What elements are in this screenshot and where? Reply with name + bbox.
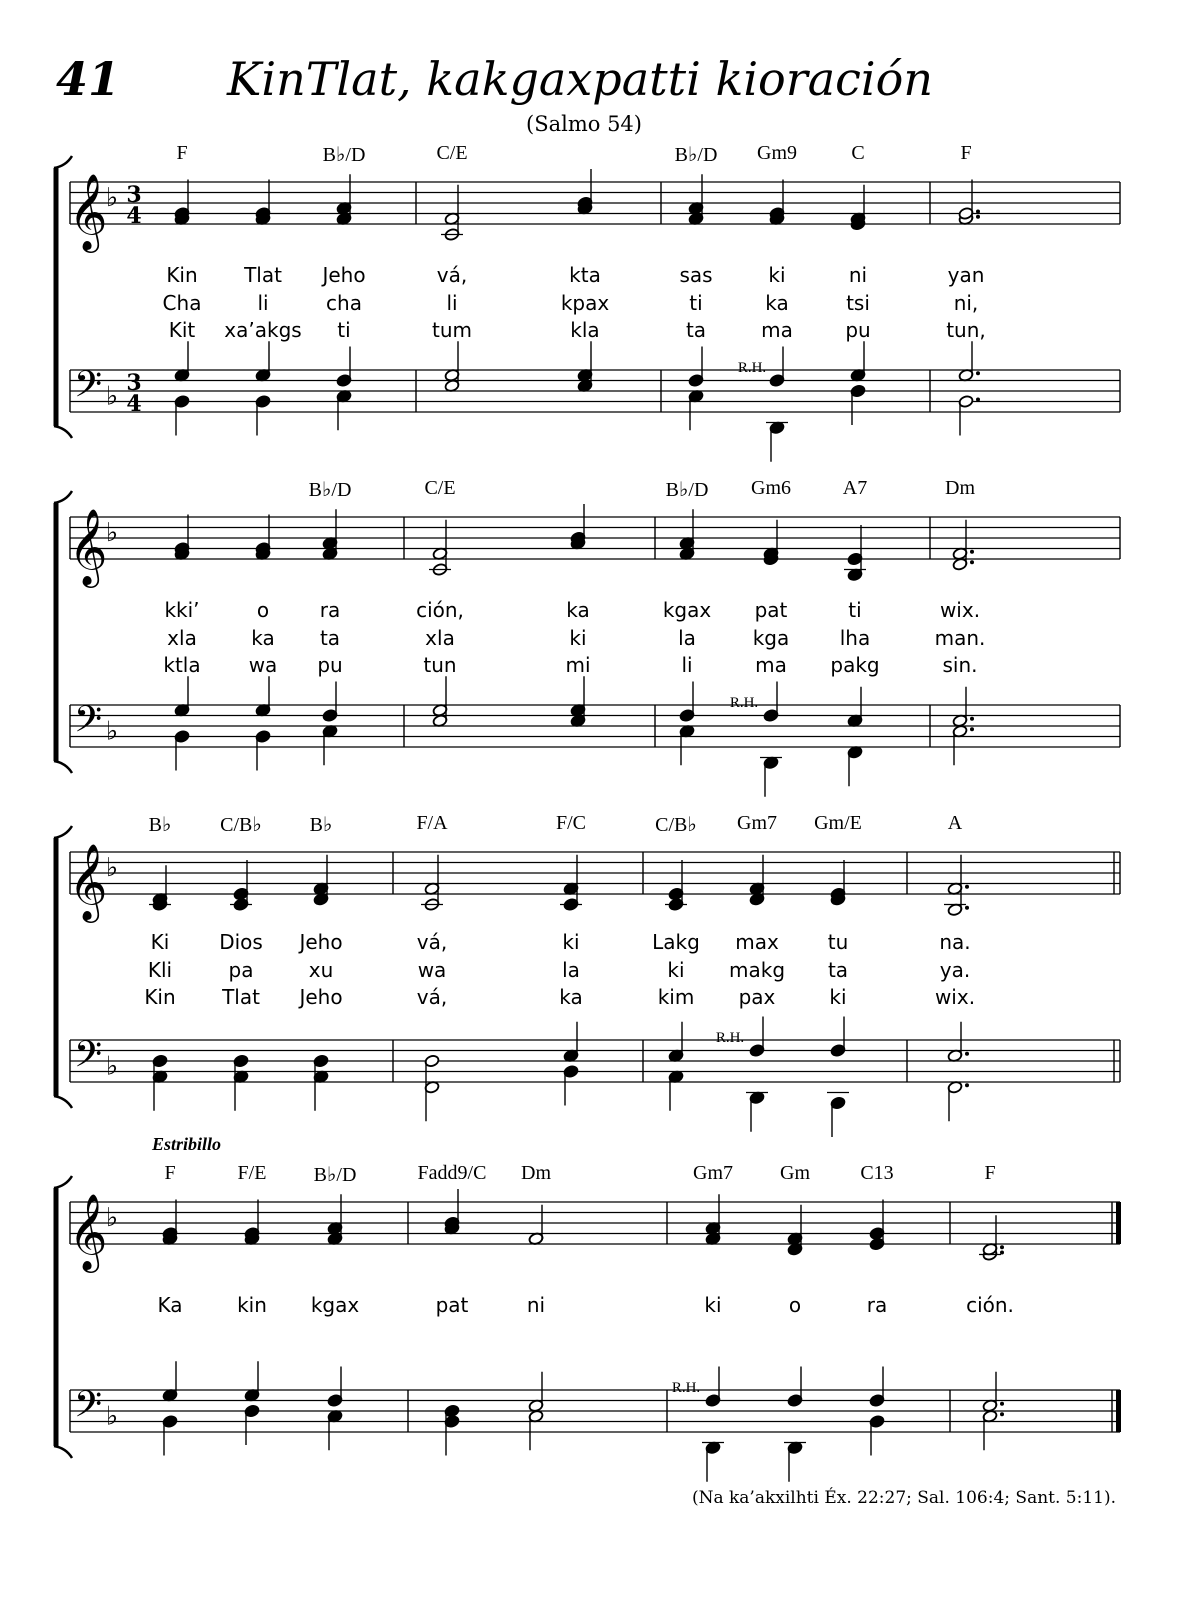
chord-symbol: Gm7 — [693, 1162, 733, 1184]
bracket-hook-top — [54, 826, 72, 838]
lyric-syllable: ka — [559, 985, 583, 1009]
lyric-syllable: Jeho — [322, 263, 366, 287]
lyric-syllable: pat — [754, 598, 788, 622]
time-signature-bottom: 4 — [126, 203, 142, 229]
lyric-syllable: pax — [738, 985, 776, 1009]
bracket-hook-top — [54, 156, 72, 168]
lyric-syllable: Ka — [157, 1293, 183, 1317]
bass-clef-icon: 𝄢 — [73, 1383, 103, 1435]
chord-symbol: F/E — [237, 1162, 267, 1184]
scripture-references: (Na ka’akxilhti Éx. 22:27; Sal. 106:4; Sant. 5:11). — [691, 1488, 1116, 1508]
lyric-syllable: tun, — [946, 318, 986, 342]
chord-symbol: B♭/D — [313, 1164, 357, 1186]
lyric-syllable: kta — [569, 263, 601, 287]
treble-chord-dot — [976, 210, 980, 214]
chord-symbol: F — [164, 1162, 176, 1184]
lyric-syllable: kpax — [560, 291, 610, 315]
lyric-syllable: vá, — [436, 263, 468, 287]
chord-symbol: F — [960, 142, 972, 164]
lyric-syllable: kin — [237, 1293, 267, 1317]
song-subtitle: (Salmo 54) — [526, 112, 642, 136]
chord-symbol: C/E — [436, 142, 468, 164]
chord-symbol: Gm7 — [737, 812, 777, 834]
lyric-syllable: sin. — [942, 653, 978, 677]
lyric-syllable: kim — [657, 985, 695, 1009]
lyric-syllable: ka — [566, 598, 590, 622]
right-hand-marker: R.H. — [715, 1030, 745, 1046]
chord-symbol: Dm — [945, 477, 975, 499]
lyric-syllable: ción, — [416, 598, 464, 622]
lyric-syllable: ya. — [939, 958, 971, 982]
lyric-syllable: la — [562, 958, 580, 982]
lyric-syllable: Jeho — [299, 985, 343, 1009]
lyric-syllable: ti — [848, 598, 862, 622]
lyric-syllable: lha — [839, 626, 871, 650]
chord-symbol: B♭ — [148, 814, 172, 836]
lyric-syllable: yan — [947, 263, 985, 287]
chord-symbol: F/C — [555, 812, 587, 834]
chord-symbol: A7 — [842, 477, 868, 499]
lyric-syllable: xla — [425, 626, 455, 650]
lyric-syllable: na. — [939, 930, 971, 954]
treble-chord-dot — [1000, 1245, 1004, 1249]
lyric-syllable: ra — [866, 1293, 888, 1317]
lyric-syllable: Kli — [147, 958, 173, 982]
treble-chord-dot — [976, 215, 980, 219]
lyric-syllable: Cha — [162, 291, 202, 315]
final-barline-thick — [1116, 1202, 1121, 1244]
chord-symbol: B♭ — [309, 814, 333, 836]
chord-symbol: C/B♭ — [655, 814, 697, 836]
time-signature-top: 3 — [126, 182, 142, 208]
lyric-syllable: sas — [679, 263, 713, 287]
key-signature-flat-icon: ♭ — [105, 853, 119, 883]
lyric-syllable: li — [446, 291, 458, 315]
treble-clef-icon: 𝄞 — [68, 508, 108, 585]
chord-symbol: B♭/D — [308, 479, 352, 501]
lyric-syllable: tum — [432, 318, 472, 342]
lyric-syllable: pu — [845, 318, 871, 342]
chord-symbol: A — [947, 812, 963, 834]
bracket-hook-bottom — [54, 1446, 72, 1458]
key-signature-flat-icon: ♭ — [105, 1051, 119, 1082]
key-signature-flat-icon: ♭ — [105, 1401, 119, 1432]
lyric-syllable: Lakg — [652, 930, 700, 954]
bracket-hook-top — [54, 1176, 72, 1188]
lyric-syllable: Kin — [166, 263, 198, 287]
bracket-hook-top — [54, 491, 72, 503]
lyric-syllable: kla — [570, 318, 600, 342]
bass-lower-note-dot — [976, 398, 980, 402]
lyric-syllable: Tlat — [222, 985, 260, 1009]
lyric-syllable: xla — [167, 626, 197, 650]
chord-symbol: F — [176, 142, 188, 164]
lyric-syllable: ni — [848, 263, 868, 287]
song-number: 41 — [56, 52, 121, 106]
chord-symbol: F — [984, 1162, 996, 1184]
lyric-syllable: cha — [326, 291, 362, 315]
lyric-syllable: tsi — [846, 291, 870, 315]
lyric-syllable: o — [256, 598, 270, 622]
time-signature-top: 3 — [126, 370, 142, 396]
lyric-syllable: wix. — [934, 985, 976, 1009]
lyric-syllable: ti — [689, 291, 703, 315]
lyric-syllable: vá, — [416, 930, 448, 954]
chord-symbol: Gm/E — [814, 812, 862, 834]
lyric-syllable: la — [678, 626, 696, 650]
chord-symbol: B♭/D — [665, 479, 709, 501]
bracket-hook-bottom — [54, 761, 72, 773]
lyric-syllable: ki — [667, 958, 685, 982]
lyric-syllable: ma — [761, 318, 793, 342]
lyric-syllable: pat — [435, 1293, 469, 1317]
bass-upper-note-dot — [1000, 1402, 1004, 1406]
lyric-syllable: ni, — [953, 291, 979, 315]
bass-lower-note-dot — [965, 1083, 969, 1087]
lyric-syllable: makg — [728, 958, 786, 982]
lyric-syllable: ni — [526, 1293, 546, 1317]
lyric-syllable: pa — [228, 958, 254, 982]
chord-symbol: B♭/D — [674, 144, 718, 166]
lyric-syllable: kki’ — [164, 598, 200, 622]
chord-symbol: F/A — [416, 812, 448, 834]
lyric-syllable: max — [735, 930, 779, 954]
lyric-syllable: ra — [319, 598, 341, 622]
lyric-syllable: Ki — [150, 930, 170, 954]
lyric-syllable: ki — [569, 626, 587, 650]
lyric-syllable: ki — [562, 930, 580, 954]
bracket-hook-bottom — [54, 426, 72, 438]
right-hand-marker: R.H. — [671, 1380, 701, 1396]
bass-upper-note-dot — [976, 371, 980, 375]
refrain-label: Estribillo — [152, 1134, 222, 1154]
lyric-syllable: kgax — [662, 598, 712, 622]
lyric-syllable: ma — [755, 653, 787, 677]
lyric-syllable: Dios — [219, 930, 263, 954]
lyric-syllable: ka — [765, 291, 789, 315]
lyric-syllable: Kit — [168, 318, 196, 342]
treble-chord-dot — [965, 906, 969, 910]
chord-symbol: Gm6 — [751, 477, 791, 499]
lyric-syllable: ta — [319, 626, 341, 650]
treble-clef-icon: 𝄞 — [68, 173, 108, 250]
lyric-syllable: tun — [423, 653, 457, 677]
lyric-syllable: li — [257, 291, 269, 315]
bass-clef-icon: 𝄢 — [73, 698, 103, 750]
key-signature-flat-icon: ♭ — [105, 1203, 119, 1233]
key-signature-flat-icon: ♭ — [105, 183, 119, 213]
bass-upper-note-dot — [970, 717, 974, 721]
key-signature-flat-icon: ♭ — [105, 716, 119, 747]
right-hand-marker: R.H. — [729, 695, 759, 711]
lyric-syllable: Jeho — [299, 930, 343, 954]
lyric-syllable: ki — [704, 1293, 722, 1317]
lyric-syllable: ki — [768, 263, 786, 287]
lyric-syllable: Kin — [144, 985, 176, 1009]
lyric-syllable: o — [788, 1293, 802, 1317]
time-signature-bottom: 4 — [126, 391, 142, 417]
lyric-syllable: wa — [248, 653, 278, 677]
treble-clef-icon: 𝄞 — [68, 1193, 108, 1270]
treble-chord-dot — [965, 885, 969, 889]
bass-clef-icon: 𝄢 — [73, 1033, 103, 1085]
lyric-syllable: ta — [827, 958, 849, 982]
treble-clef-icon: 𝄞 — [68, 843, 108, 920]
chord-symbol: C/B♭ — [220, 814, 262, 836]
lyric-syllable: ki — [829, 985, 847, 1009]
lyric-syllable: ti — [337, 318, 351, 342]
lyric-syllable: wa — [417, 958, 447, 982]
lyric-syllable: mi — [565, 653, 591, 677]
key-signature-flat-icon: ♭ — [105, 381, 119, 412]
right-hand-marker: R.H. — [737, 360, 767, 376]
lyric-syllable: kga — [752, 626, 790, 650]
lyric-syllable: Tlat — [244, 263, 282, 287]
chord-symbol: C13 — [860, 1162, 894, 1184]
chord-symbol: Fadd9/C — [417, 1162, 487, 1184]
bass-upper-note-dot — [965, 1052, 969, 1056]
key-signature-flat-icon: ♭ — [105, 518, 119, 548]
bass-lower-note-dot — [1000, 1412, 1004, 1416]
lyric-syllable: ka — [251, 626, 275, 650]
lyric-syllable: ktla — [163, 653, 201, 677]
lyric-syllable: wix. — [939, 598, 981, 622]
lyric-syllable: pakg — [830, 653, 880, 677]
lyric-syllable: ción. — [966, 1293, 1014, 1317]
lyric-syllable: ta — [685, 318, 707, 342]
lyric-syllable: pu — [317, 653, 343, 677]
chord-symbol: C — [851, 142, 865, 164]
chord-symbol: C/E — [424, 477, 456, 499]
chord-symbol: Gm — [780, 1162, 810, 1184]
lyric-syllable: man. — [934, 626, 986, 650]
bass-lower-note-dot — [970, 727, 974, 731]
final-barline-thick — [1116, 1390, 1121, 1432]
lyric-syllable: tu — [827, 930, 849, 954]
song-title: KinTlat, kakgaxpatti kioración — [227, 52, 933, 106]
chord-symbol: B♭/D — [322, 144, 366, 166]
chord-symbol: Gm9 — [757, 142, 797, 164]
treble-chord-dot — [970, 550, 974, 554]
lyric-syllable: xa’akgs — [224, 318, 302, 342]
bass-clef-icon: 𝄢 — [73, 363, 103, 415]
lyric-syllable: li — [681, 653, 693, 677]
lyric-syllable: kgax — [310, 1293, 360, 1317]
chord-symbol: Dm — [521, 1162, 551, 1184]
lyric-syllable: vá, — [416, 985, 448, 1009]
lyric-syllable: xu — [308, 958, 334, 982]
bracket-hook-bottom — [54, 1096, 72, 1108]
treble-chord-dot — [970, 560, 974, 564]
